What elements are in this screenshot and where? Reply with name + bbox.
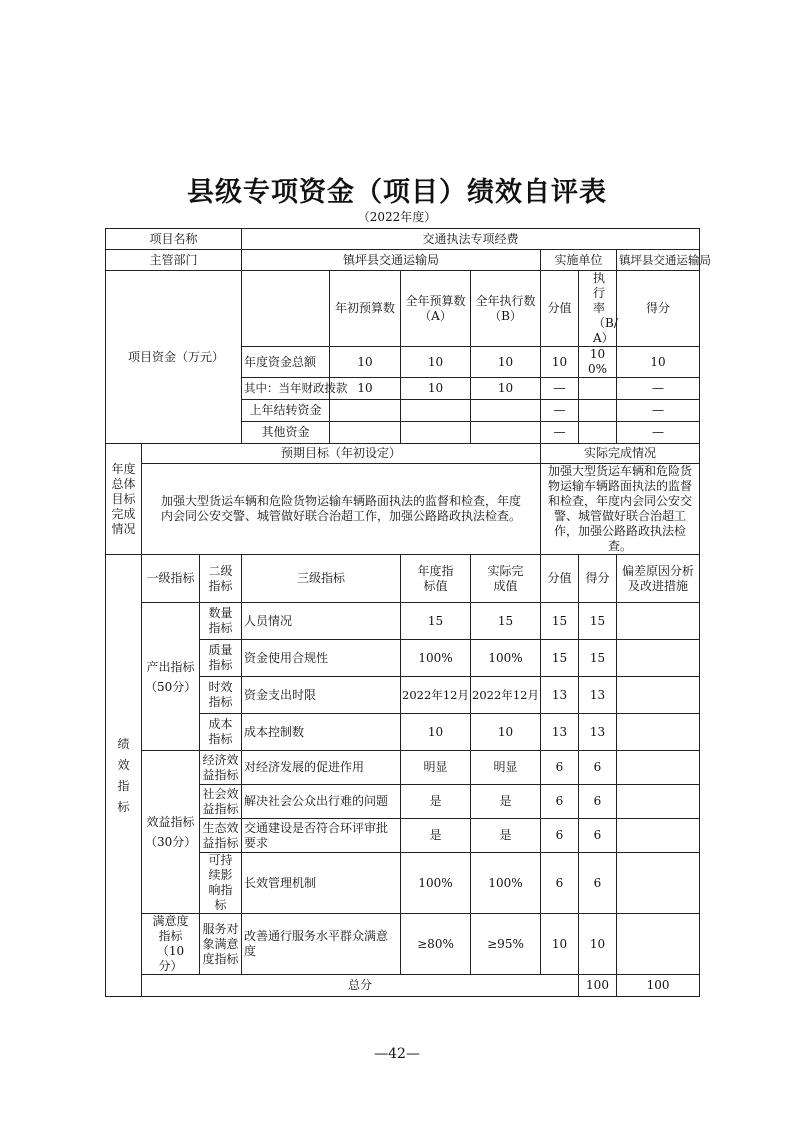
funds-label: 项目资金（万元） xyxy=(106,271,242,444)
level3-cell: 长效管理机制 xyxy=(242,853,401,914)
funds-row-annual: 10 xyxy=(401,378,471,400)
funds-row-rate: 100% xyxy=(579,347,617,378)
funds-row-score: — xyxy=(617,378,700,400)
note-cell xyxy=(617,853,700,914)
score-value-cell: 6 xyxy=(541,751,579,785)
goals-expected-text: 加强大型货运车辆和危险货物运输车辆路面执法的监督和检查，年度内会同公安交警、城管做好联合治超工作，加强公路路政执法检查。 xyxy=(142,464,541,555)
funds-row-score: — xyxy=(617,422,700,444)
funds-row-annual xyxy=(401,422,471,444)
score-cell: 13 xyxy=(579,677,617,714)
funds-row-score-value: — xyxy=(541,400,579,422)
page-title: 县级专项资金（项目）绩效自评表 xyxy=(187,177,607,208)
note-cell xyxy=(617,677,700,714)
funds-row-executed: 10 xyxy=(471,378,541,400)
actual-cell: 10 xyxy=(471,714,541,751)
target-cell: 是 xyxy=(401,819,471,853)
score-value-cell: 13 xyxy=(541,677,579,714)
level2-cell: 时效指标 xyxy=(200,677,242,714)
actual-cell: 15 xyxy=(471,603,541,640)
actual-cell: 100% xyxy=(471,640,541,677)
actual-cell: 是 xyxy=(471,819,541,853)
funds-header-score: 得分 xyxy=(617,271,700,347)
level3-cell: 交通建设是否符合环评审批要求 xyxy=(242,819,401,853)
indicators-header-actual: 实际完成值 xyxy=(471,555,541,603)
note-cell xyxy=(617,785,700,819)
score-value-cell: 6 xyxy=(541,853,579,914)
funds-header-blank xyxy=(242,271,330,347)
level1-satisfaction: 满意度指标（10分） xyxy=(142,914,200,975)
funds-header-rate: 执行率（B/A） xyxy=(579,271,617,347)
indicator-row xyxy=(106,603,700,640)
funds-row-initial: 10 xyxy=(330,378,401,400)
note-cell xyxy=(617,640,700,677)
funds-row-rate xyxy=(579,378,617,400)
level2-cell: 服务对象满意度指标 xyxy=(200,914,242,975)
indicators-header-level3: 三级指标 xyxy=(242,555,401,603)
goals-header-row xyxy=(106,444,700,464)
implementer-label: 实施单位 xyxy=(541,250,617,271)
funds-row-initial: 10 xyxy=(330,347,401,378)
implementer-value: 镇坪县交通运输局 xyxy=(617,250,700,271)
funds-row-label: 年度资金总额 xyxy=(242,347,330,378)
goals-content-row xyxy=(106,464,700,555)
target-cell: 100% xyxy=(401,640,471,677)
total-score-value: 100 xyxy=(579,975,617,997)
score-value-cell: 6 xyxy=(541,819,579,853)
level3-cell: 解决社会公众出行难的问题 xyxy=(242,785,401,819)
target-cell: 10 xyxy=(401,714,471,751)
score-value-cell: 15 xyxy=(541,640,579,677)
goals-actual-header: 实际完成情况 xyxy=(541,444,700,464)
target-cell: 是 xyxy=(401,785,471,819)
funds-row-executed: 10 xyxy=(471,347,541,378)
score-cell: 15 xyxy=(579,640,617,677)
department-label: 主管部门 xyxy=(106,250,242,271)
level2-cell: 可持续影响指标 xyxy=(200,853,242,914)
score-cell: 6 xyxy=(579,785,617,819)
funds-row-rate xyxy=(579,400,617,422)
year-subtitle: （2022年度） xyxy=(357,210,437,224)
indicators-header-score: 得分 xyxy=(579,555,617,603)
page-number: —42— xyxy=(374,1046,420,1062)
funds-row-score: — xyxy=(617,400,700,422)
actual-cell: 100% xyxy=(471,853,541,914)
target-cell: ≥80% xyxy=(401,914,471,975)
target-cell: 15 xyxy=(401,603,471,640)
level3-cell: 对经济发展的促进作用 xyxy=(242,751,401,785)
funds-header-score-value: 分值 xyxy=(541,271,579,347)
level2-cell: 数量指标 xyxy=(200,603,242,640)
total-score: 100 xyxy=(617,975,700,997)
actual-cell: 是 xyxy=(471,785,541,819)
project-name-value: 交通执法专项经费 xyxy=(242,229,700,250)
score-cell: 6 xyxy=(579,853,617,914)
note-cell xyxy=(617,819,700,853)
indicators-header-target: 年度指标值 xyxy=(401,555,471,603)
level2-cell: 生态效益指标 xyxy=(200,819,242,853)
funds-row-score-value: 10 xyxy=(541,347,579,378)
funds-row-initial xyxy=(330,400,401,422)
indicator-row xyxy=(106,751,700,785)
score-cell: 6 xyxy=(579,819,617,853)
funds-row-executed xyxy=(471,422,541,444)
target-cell: 2022年12月 xyxy=(401,677,471,714)
funds-row-label: 上年结转资金 xyxy=(242,400,330,422)
score-value-cell: 6 xyxy=(541,785,579,819)
funds-row-initial xyxy=(330,422,401,444)
actual-cell: ≥95% xyxy=(471,914,541,975)
funds-row-label: 其他资金 xyxy=(242,422,330,444)
level3-cell: 改善通行服务水平群众满意度 xyxy=(242,914,401,975)
level2-cell: 社会效益指标 xyxy=(200,785,242,819)
project-name-label: 项目名称 xyxy=(106,229,242,250)
note-cell xyxy=(617,714,700,751)
funds-row-rate xyxy=(579,422,617,444)
level3-cell: 人员情况 xyxy=(242,603,401,640)
funds-row-score-value: — xyxy=(541,378,579,400)
goals-expected-header: 预期目标（年初设定） xyxy=(142,444,541,464)
project-name-row xyxy=(106,229,700,250)
score-value-cell: 10 xyxy=(541,914,579,975)
note-cell xyxy=(617,914,700,975)
score-cell: 10 xyxy=(579,914,617,975)
funds-row-executed xyxy=(471,400,541,422)
indicators-header-row xyxy=(106,555,700,603)
level1-output: 产出指标（50分） xyxy=(142,603,200,751)
total-label: 总分 xyxy=(142,975,579,997)
funds-row-annual xyxy=(401,400,471,422)
score-cell: 15 xyxy=(579,603,617,640)
funds-row-score-value: — xyxy=(541,422,579,444)
indicators-header-level2: 二级指标 xyxy=(200,555,242,603)
level3-cell: 成本控制数 xyxy=(242,714,401,751)
goals-label: 年度总体目标完成情况 xyxy=(106,444,142,555)
indicator-row xyxy=(106,914,700,975)
actual-cell: 明显 xyxy=(471,751,541,785)
goals-actual-text: 加强大型货运车辆和危险货物运输车辆路面执法的监督和检查，年度内会同公安交警、城管做好联合治超工作，加强公路路政执法检查。 xyxy=(541,464,700,555)
target-cell: 100% xyxy=(401,853,471,914)
level2-cell: 经济效益指标 xyxy=(200,751,242,785)
funds-row-label: 其中：当年财政拨款 xyxy=(242,378,330,400)
funds-header-annual: 全年预算数（A） xyxy=(401,271,471,347)
level2-cell: 质量指标 xyxy=(200,640,242,677)
note-cell xyxy=(617,751,700,785)
indicators-label: 绩效指标 xyxy=(106,555,142,997)
total-row xyxy=(106,975,700,997)
funds-header-initial: 年初预算数 xyxy=(330,271,401,347)
funds-row-score: 10 xyxy=(617,347,700,378)
note-cell xyxy=(617,603,700,640)
evaluation-table xyxy=(105,228,711,997)
score-value-cell: 15 xyxy=(541,603,579,640)
level3-cell: 资金支出时限 xyxy=(242,677,401,714)
funds-header-executed: 全年执行数（B） xyxy=(471,271,541,347)
indicators-header-score-value: 分值 xyxy=(541,555,579,603)
score-cell: 6 xyxy=(579,751,617,785)
department-row xyxy=(106,250,700,271)
funds-header-row xyxy=(106,271,700,347)
level1-benefit: 效益指标（30分） xyxy=(142,751,200,914)
actual-cell: 2022年12月 xyxy=(471,677,541,714)
level2-cell: 成本指标 xyxy=(200,714,242,751)
funds-row-annual: 10 xyxy=(401,347,471,378)
indicators-header-note: 偏差原因分析及改进措施 xyxy=(617,555,700,603)
department-value: 镇坪县交通运输局 xyxy=(242,250,541,271)
level3-cell: 资金使用合规性 xyxy=(242,640,401,677)
score-value-cell: 13 xyxy=(541,714,579,751)
indicators-header-level1: 一级指标 xyxy=(142,555,200,603)
score-cell: 13 xyxy=(579,714,617,751)
target-cell: 明显 xyxy=(401,751,471,785)
